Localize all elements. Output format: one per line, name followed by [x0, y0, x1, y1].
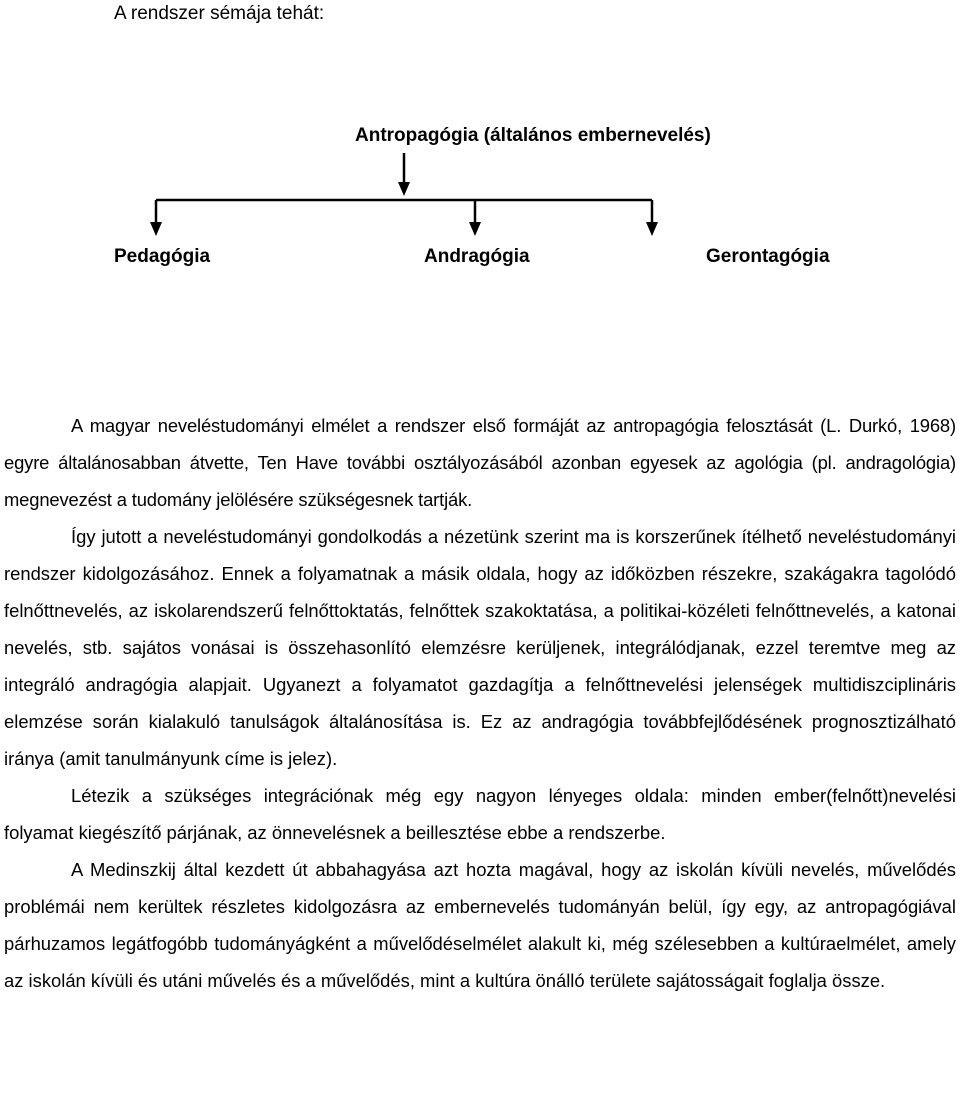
left-arrow-head — [150, 222, 162, 236]
paragraph-2: Így jutott a neveléstudományi gondolkodás a nézetünk szerint ma is korszerűnek ítélhető neveléstudományi rendszer kidolgozásához. Ennek a folyamatnak a másik oldala, hogy az időközben részekre, szakágakra tagolódó felnőttnevelés, az iskolarendszerű felnőttoktatás, felnőttek szakoktatása, a politikai-közéleti felnőttnevelés, a katonai nevelés, stb. sajátos vonásai is összehasonlító elemzésre kerüljenek, integrálódjanak, ezzel teremtve meg az integráló andragógia alapjait. Ugyanezt a folyamatot gazdagítja a felnőttnevelési jelenségek multidiszciplináris elemzése során kialakuló tanulságok általánosítása is. Ez az andragógia továbbfejlődésének prognosztizálható iránya (amit tanulmányunk címe is jelez). — [4, 526, 956, 769]
root-arrow-head — [398, 182, 410, 196]
diagram-root-node: Antropagógia (általános embernevelés) — [355, 125, 711, 146]
paragraph-3: Létezik a szükséges integrációnak még egy nagyon lényeges oldala: minden ember(felnőtt)nevelési folyamat kiegészítő párjának, az önnevelésnek a beillesztése ebbe a rendszerbe. — [4, 785, 956, 843]
paragraph-1: A magyar neveléstudományi elmélet a rendszer első formáját az antropagógia felosztását (L. Durkó, 1968) egyre általánosabban átvette, Ten Have további osztályozásából azonban egyesek az agológia (pl. andragológia) megnevezést a tudomány jelölésére szükségesnek tartják. — [4, 415, 956, 510]
paragraph-4: A Medinszkij által kezdett út abbahagyása azt hozta magával, hogy az iskolán kívüli nevelés, művelődés problémái nem kerültek részletes kidolgozásra az embernevelés tudományán belül, így egy, az antropagógiával párhuzamos legátfogóbb tudományágként a művelődéselmélet alakult ki, még szélesebben a kultúraelmélet, amely az iskolán kívüli és utáni művelés és a művelődés, mint a kultúra önálló területe sajátosságait foglalja össze. — [4, 859, 956, 991]
hierarchy-diagram — [0, 0, 960, 290]
middle-arrow-head — [469, 222, 481, 236]
diagram-node-pedagogia: Pedagógia — [114, 246, 211, 267]
body-text — [4, 407, 956, 999]
diagram-node-gerontagogia: Gerontagógia — [706, 246, 830, 267]
diagram-node-andragogia: Andragógia — [424, 246, 530, 267]
right-arrow-head — [646, 222, 658, 236]
intro-text: A rendszer sémája tehát: — [114, 3, 325, 24]
